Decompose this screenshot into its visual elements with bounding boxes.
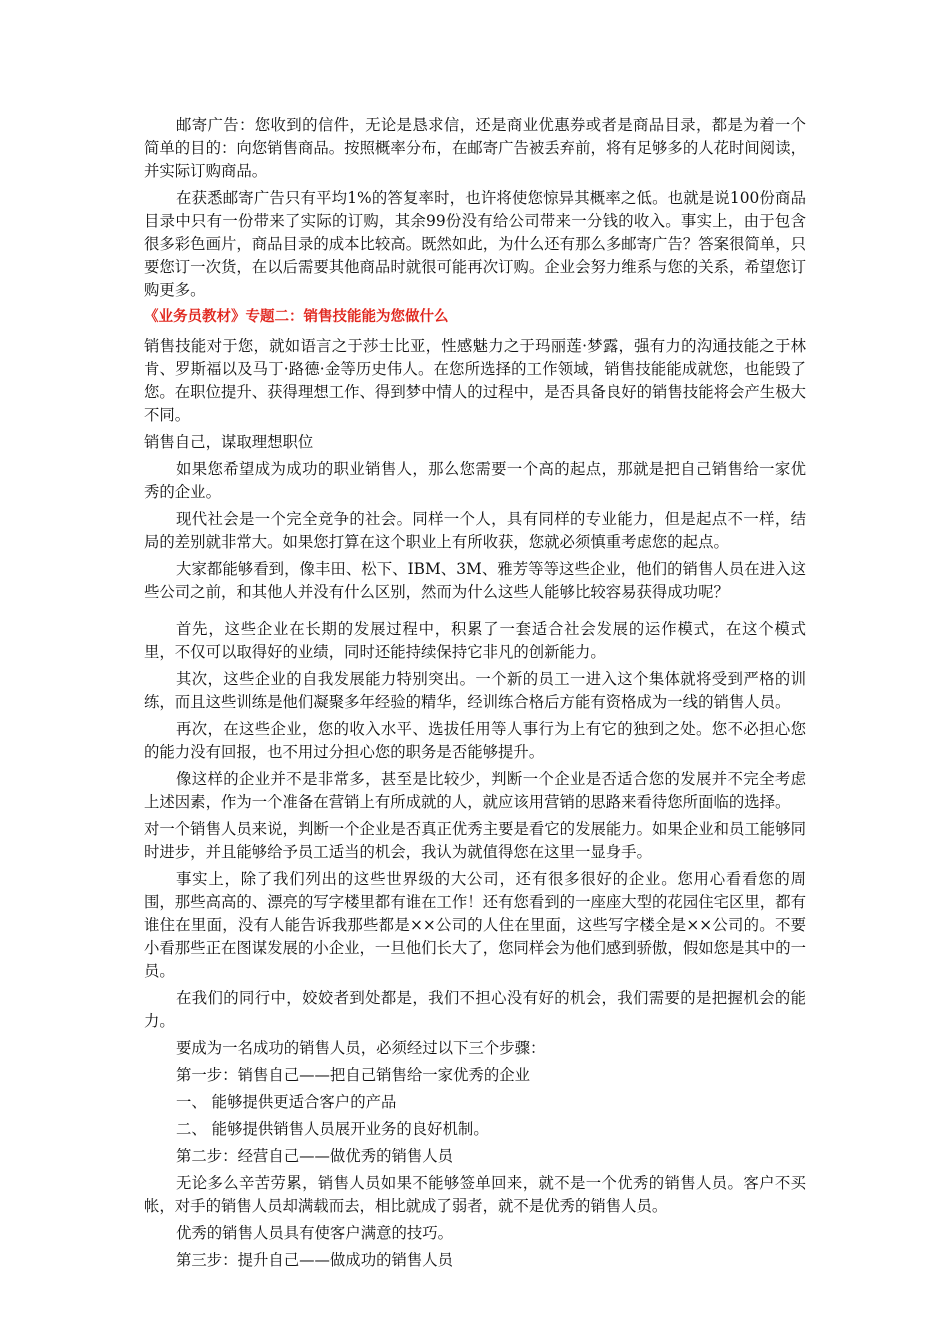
list-item: 二、 能够提供销售人员展开业务的良好机制。	[176, 1120, 489, 1138]
paragraph: 如果您希望成为成功的职业销售人，那么您需要一个高的起点，那就是把自己销售给一家优秀的企业。	[144, 460, 806, 501]
paragraph: 现代社会是一个完全竞争的社会。同样一个人，具有同样的专业能力，但是起点不一样，结局的差别就非常大。如果您打算在这个职业上有所收获，您就必须慎重考虑您的起点。	[144, 510, 806, 551]
paragraph: 要成为一名成功的销售人员，必须经过以下三个步骤：	[176, 1039, 546, 1057]
paragraph: 其次，这些企业的自我发展能力特别突出。一个新的员工一进入这个集体就将受到严格的训练，而且这些训练是他们凝聚多年经验的精华，经训练合格后方能有资格成为一线的销售人员。	[144, 670, 806, 711]
step-three: 第三步：提升自己——做成功的销售人员	[176, 1251, 454, 1269]
paragraph: 像这样的企业并不是非常多，甚至是比较少，判断一个企业是否适合您的发展并不完全考虑上述因素，作为一个准备在营销上有所成就的人，就应该用营销的思路来看待您所面临的选择。	[144, 770, 806, 811]
paragraph-sales-skills: 销售技能对于您，就如语言之于莎士比亚，性感魅力之于玛丽莲·梦露，强有力的沟通技能之于林肯、罗斯福以及马丁·路德·金等历史伟人。在您所选择的工作领域，销售技能能成就您，也能毁了您。在职位提升、获得理想工作、得到梦中情人的过程中，是否具备良好的销售技能将会产生极大不同。	[144, 337, 806, 424]
paragraph: 对一个销售人员来说，判断一个企业是否真正优秀主要是看它的发展能力。如果企业和员工能够同时进步，并且能够给予员工适当的机会，我认为就值得您在这里一显身手。	[144, 820, 806, 861]
subheading-sell-yourself: 销售自己，谋取理想职位	[144, 433, 314, 451]
paragraph: 优秀的销售人员具有使客户满意的技巧。	[176, 1224, 454, 1242]
step-two: 第二步：经营自己——做优秀的销售人员	[176, 1147, 454, 1165]
paragraph: 大家都能够看到，像丰田、松下、IBM、3M、雅芳等等这些企业，他们的销售人员在进入这些公司之前，和其他人并没有什么区别，然而为什么这些人能够比较容易获得成功呢？	[144, 560, 806, 601]
paragraph: 首先，这些企业在长期的发展过程中，积累了一套适合社会发展的运作模式，在这个模式里，不仅可以取得好的业绩，同时还能持续保持它非凡的创新能力。	[144, 620, 806, 661]
paragraph-response-rate: 在获悉邮寄广告只有平均1%的答复率时，也许将使您惊异其概率之低。也就是说100份商品目录中只有一份带来了实际的订购，其余99份没有给公司带来一分钱的收入。事实上，由于包含很多彩色画片，商品目录的成本比较高。既然如此，为什么还有那么多邮寄广告？答案很简单，只要您订一次货，在以后需要其他商品时就很可能再次订购。企业会努力维系与您的关系，希望您订购更多。	[144, 189, 806, 299]
paragraph: 再次，在这些企业，您的收入水平、选拔任用等人事行为上有它的独到之处。您不必担心您的能力没有回报，也不用过分担心您的职务是否能够提升。	[144, 720, 806, 761]
paragraph: 在我们的同行中，姣姣者到处都是，我们不担心没有好的机会，我们需要的是把握机会的能力。	[144, 989, 806, 1030]
step-one: 第一步：销售自己——把自己销售给一家优秀的企业	[176, 1066, 530, 1084]
list-item: 一、 能够提供更适合客户的产品	[176, 1093, 397, 1111]
paragraph-direct-mail: 邮寄广告：您收到的信件，无论是恳求信，还是商业优惠券或者是商品目录，都是为着一个简单的目的：向您销售商品。按照概率分布，在邮寄广告被丢弃前，将有足够多的人花时间阅读，并实际订购商品。	[144, 116, 806, 180]
blank-line	[144, 608, 806, 618]
paragraph: 无论多么辛苦劳累，销售人员如果不能够签单回来，就不是一个优秀的销售人员。客户不买帐，对手的销售人员却满载而去，相比就成了弱者，就不是优秀的销售人员。	[144, 1174, 806, 1215]
paragraph: 事实上，除了我们列出的这些世界级的大公司，还有很多很好的企业。您用心看看您的周围，那些高高的、漂亮的写字楼里都有谁在工作！还有您看到的一座座大型的花园住宅区里，都有谁住在里面，没有人能告诉我那些都是××公司的人住在里面，这些写字楼全是××公司的。不要小看那些正在图谋发展的小企业，一旦他们长大了，您同样会为他们感到骄傲，假如您是其中的一员。	[144, 870, 806, 980]
section-heading: 《业务员教材》专题二：销售技能能为您做什么	[144, 309, 449, 325]
